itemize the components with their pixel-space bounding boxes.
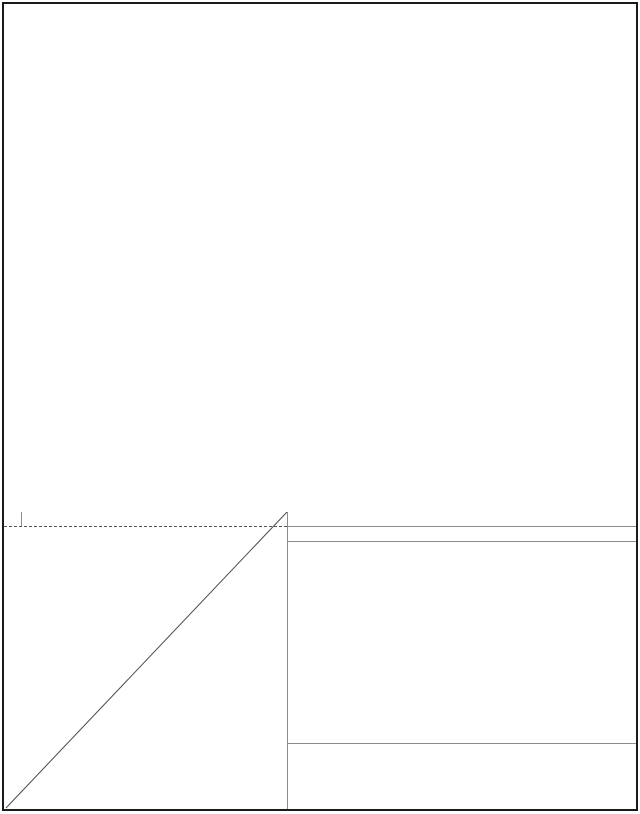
no-column-header bbox=[4, 512, 22, 526]
failure-mode-row bbox=[288, 744, 636, 809]
cause-header-panel bbox=[288, 512, 636, 809]
group-header-at-external bbox=[288, 527, 636, 542]
corner-header-row bbox=[4, 512, 287, 527]
diagonal-divider-line bbox=[4, 512, 287, 809]
corner-panel bbox=[4, 512, 288, 809]
header-section bbox=[4, 512, 636, 809]
group-header-electrical bbox=[288, 512, 636, 527]
cause-header-row bbox=[288, 542, 636, 744]
item-column-header bbox=[22, 512, 287, 526]
trouble-diagnosis-table bbox=[2, 2, 638, 811]
symptom-matrix bbox=[4, 4, 636, 512]
